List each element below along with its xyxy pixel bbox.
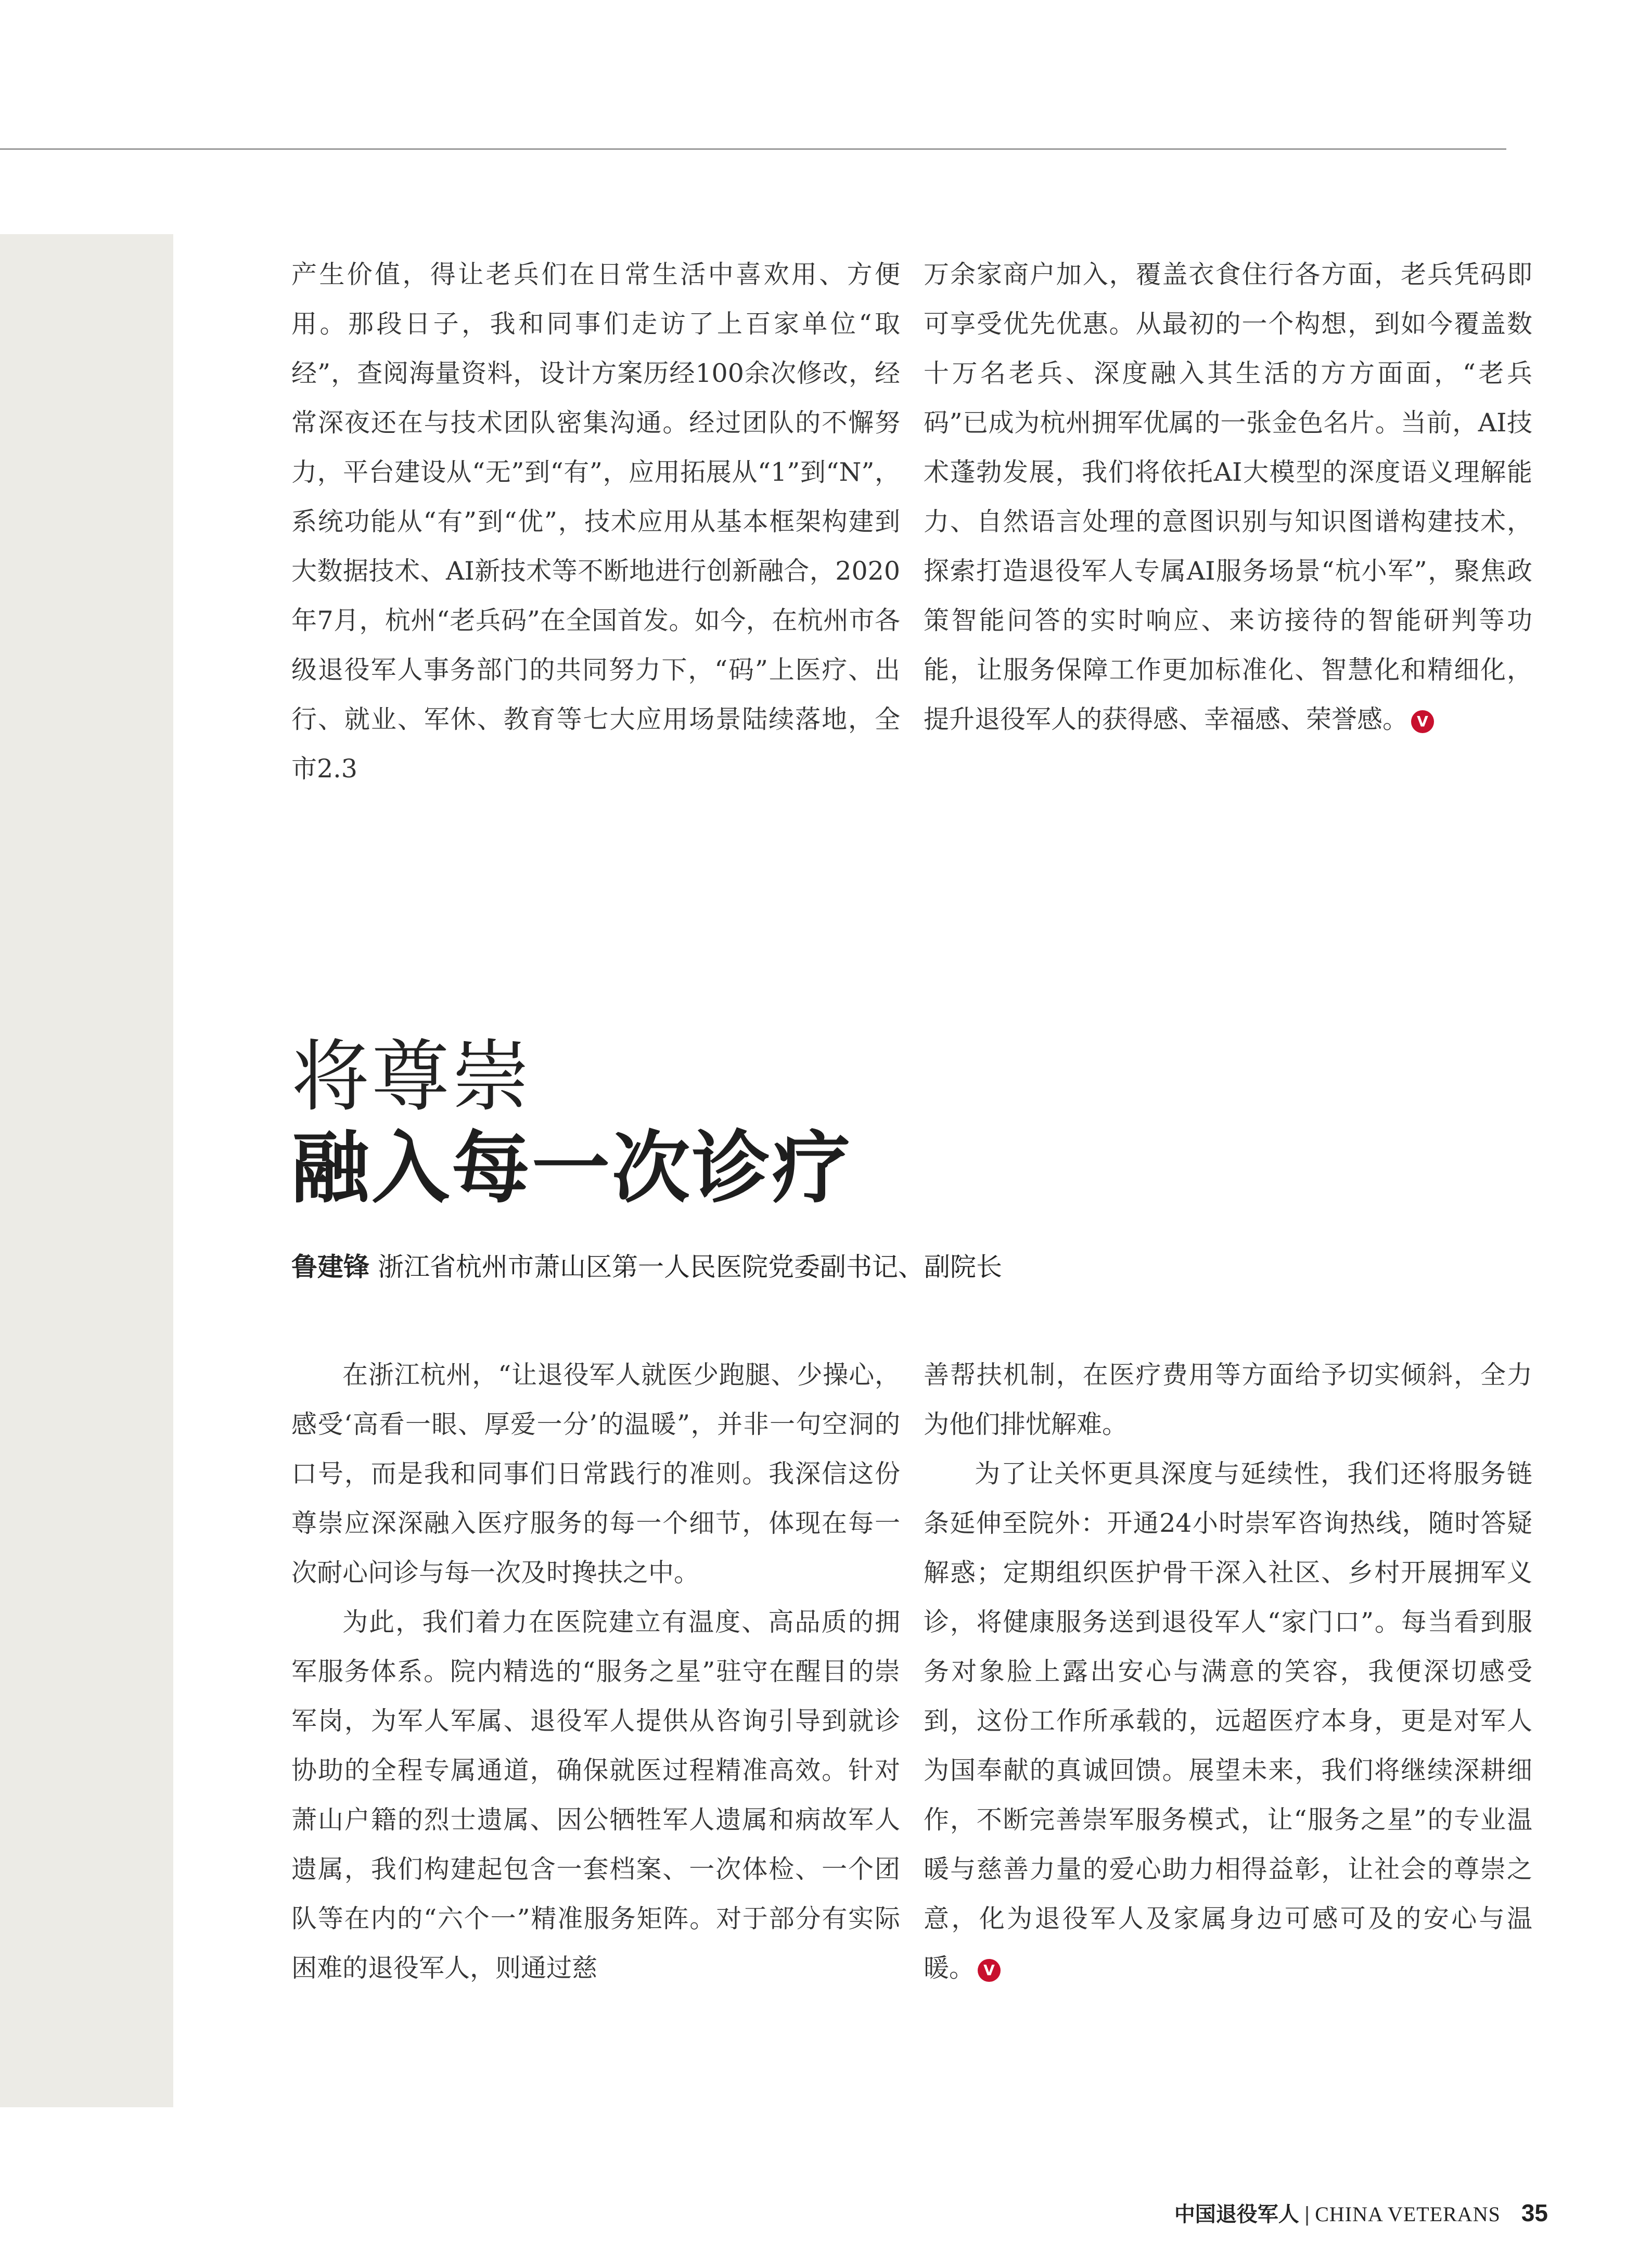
page-number: 35 [1521,2199,1548,2226]
magazine-name-en: CHINA VETERANS [1315,2202,1501,2226]
paragraph-text: 万余家商户加入，覆盖衣食住行各方面，老兵凭码即可享受优先优惠。从最初的一个构想，到如今覆盖数十万名老兵、深度融入其生活的方方面面，“老兵码”已成为杭州拥军优属的一张金色名片。当前，AI技术蓬勃发展，我们将依托AI大模型的深度语义理解能力、自然语言处理的意图识别与知识图谱构建技术，探索打造退役军人专属AI服务场景“杭小军”，聚焦政策智能问答的实时响应、来访接待的智能研判等功能，让服务保障工作更加标准化、智慧化和精细化，提升退役军人的获得感、幸福感、荣誉感。 [924,260,1532,734]
page-footer [1174,2200,1548,2227]
top-rule [0,148,1506,150]
paragraph: 在浙江杭州，“让退役军人就医少跑腿、少操心，感受‘高看一眼、厚爱一分’的温暖”，并非一句空洞的口号，而是我和同事们日常践行的准则。我深信这份尊崇应深深融入医疗服务的每一个细节，体现在每一次耐心问诊与每一次及时搀扶之中。 [291,1360,900,1587]
paragraph: 产生价值，得让老兵们在日常生活中喜欢用、方便用。那段日子，我和同事们走访了上百家单位“取经”，查阅海量资料，设计方案历经100余次修改，经常深夜还在与技术团队密集沟通。经过团队的不懈努力，平台建设从“无”到“有”，应用拓展从“1”到“N”，系统功能从“有”到“优”，技术应用从基本框架构建到大数据技术、AI新技术等不断地进行创新融合，2020年7月，杭州“老兵码”在全国首发。如今，在杭州市各级退役军人事务部门的共同努力下，“码”上医疗、出行、就业、军休、教育等七大应用场景陆续落地，全市2.3 [291,260,900,784]
paragraph-text: 为了让关怀更具深度与延续性，我们还将服务链条延伸至院外：开通24小时崇军咨询热线，随时答疑解惑；定期组织医护骨干深入社区、乡村开展拥军义诊，将健康服务送到退役军人“家门口”。每当看到服务对象脸上露出安心与满意的笑容，我便深切感受到，这份工作所承载的，远超医疗本身，更是对军人为国奉献的真诚回馈。展望未来，我们将继续深耕细作，不断完善崇军服务模式，让“服务之星”的专业温暖与慈善力量的爱心助力相得益彰，让社会的尊崇之意，化为退役军人及家属身边可感可及的安心与温暖。 [924,1459,1532,1983]
paragraph [924,250,1532,744]
magazine-name-cn: 中国退役军人 [1174,2203,1299,2226]
side-band [0,234,173,2107]
article-title-line2: 融入每一次诊疗 [291,1122,853,1214]
author-title: 浙江省杭州市萧山区第一人民医院党委副书记、副院长 [378,1252,1002,1282]
paragraph: 善帮扶机制，在医疗费用等方面给予切实倾斜，全力为他们排忧解难。 [924,1360,1532,1439]
end-mark-icon: V [1411,710,1434,733]
end-mark-icon: V [978,1959,1001,1982]
article-right-column [924,1350,1532,1993]
author-name: 鲁建锋 [291,1252,369,1282]
prev-article-right-column [924,250,1532,744]
prev-article-left-column [291,250,900,793]
paragraph: 为此，我们着力在医院建立有温度、高品质的拥军服务体系。院内精选的“服务之星”驻守在醒目的崇军岗，为军人军属、退役军人提供从咨询引导到就诊协助的全程专属通道，确保就医过程精准高效。针对萧山户籍的烈士遗属、因公牺牲军人遗属和病故军人遗属，我们构建起包含一套档案、一次体检、一个团队等在内的“六个一”精准服务矩阵。对于部分有实际困难的退役军人，则通过慈 [291,1607,900,1983]
article-title-line1: 将尊崇 [291,1032,532,1122]
paragraph [924,1449,1532,1993]
byline [291,1249,1002,1285]
footer-separator: | [1304,2203,1310,2226]
article-left-column [291,1350,900,1993]
